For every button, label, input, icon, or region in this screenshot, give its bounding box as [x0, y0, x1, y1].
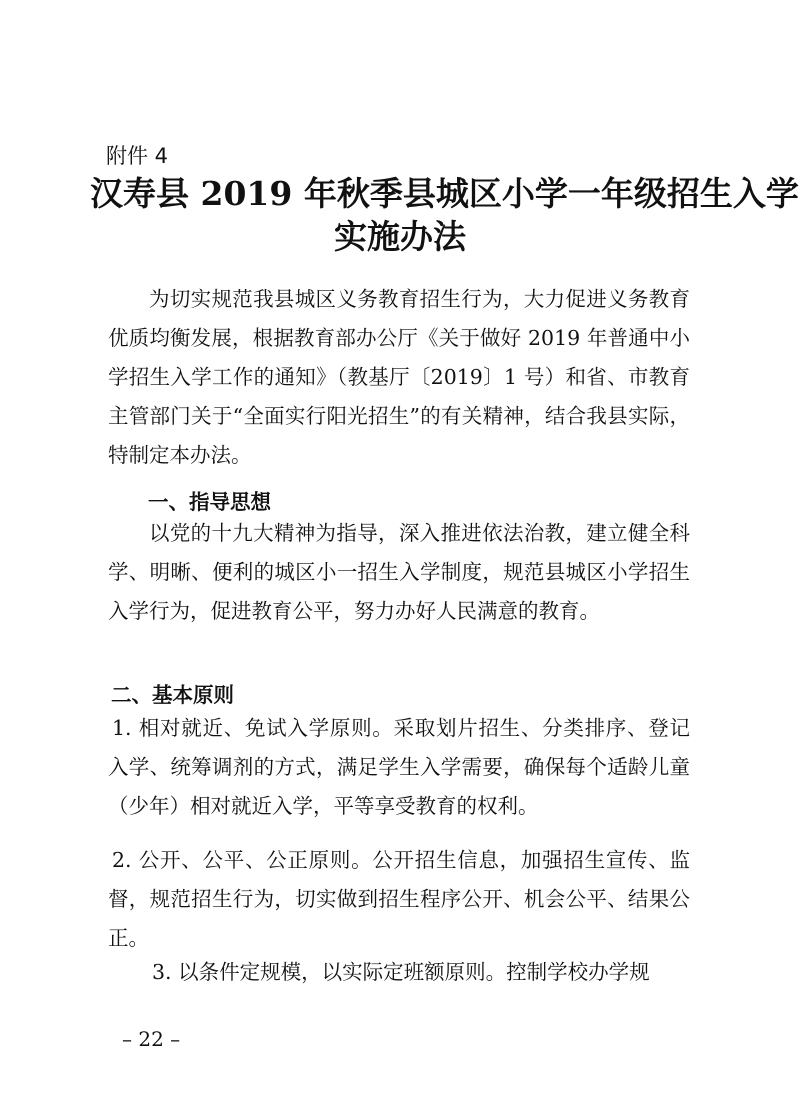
principle-1-paragraph: 1. 相对就近、免试入学原则。采取划片招生、分类排序、登记入学、统筹调剂的方式，满足学生入学需要，确保每个适龄儿童（少年）相对就近入学，平等享受教育的权利。 — [108, 716, 690, 818]
page-number: – 22 – — [122, 1027, 181, 1051]
principle-2-paragraph: 2. 公开、公平、公正原则。公开招生信息，加强招生宣传、监督，规范招生行为，切实做到招生程序公开、机会公平、结果公正。 — [108, 848, 690, 950]
section-heading-guiding-ideology: 一、指导思想 — [148, 490, 271, 514]
document-title-line-1: 汉寿县 2019 年秋季县城区小学一年级招生入学 — [90, 174, 799, 213]
principle-3-paragraph: 3. 以条件定规模，以实际定班额原则。控制学校办学规 — [152, 960, 650, 984]
section-heading-basic-principles: 二、基本原则 — [111, 683, 234, 707]
intro-paragraph: 为切实规范我县城区义务教育招生行为，大力促进义务教育优质均衡发展，根据教育部办公厅《关于做好 2019 年普通中小学招生入学工作的通知》（教基厅〔2019〕1 号）和省、市教育主管部门关于“全面实行阳光招生”的有关精神，结合我县实际，特制定本办法。 — [108, 287, 690, 467]
document-title-line-2: 实施办法 — [334, 217, 466, 256]
guiding-ideology-paragraph: 以党的十九大精神为指导，深入推进依法治教，建立健全科学、明晰、便利的城区小一招生入学制度，规范县城区小学招生入学行为，促进教育公平，努力办好人民满意的教育。 — [108, 521, 690, 623]
attachment-label: 附件 4 — [106, 144, 169, 168]
